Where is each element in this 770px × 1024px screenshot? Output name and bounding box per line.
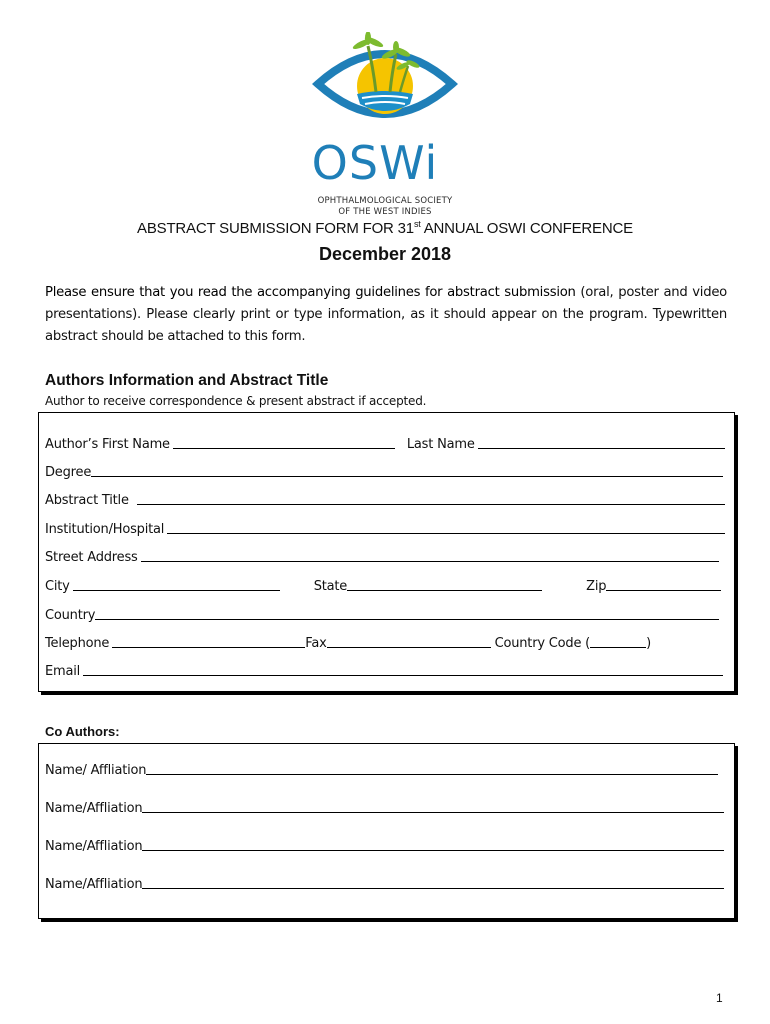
email-row bbox=[45, 661, 723, 679]
conference-date: December 2018 bbox=[318, 244, 452, 264]
institution-row bbox=[45, 519, 725, 537]
coauthor-field[interactable] bbox=[142, 812, 724, 813]
coauthor-row bbox=[45, 836, 724, 854]
logo-subtitle-line2: OF THE WEST INDIES bbox=[338, 207, 432, 217]
telephone-label: Telephone bbox=[45, 636, 110, 651]
authors-section-subheading: Author to receive correspondence & present abstract if accepted. bbox=[45, 394, 427, 408]
institution-field[interactable] bbox=[167, 533, 725, 534]
state-field[interactable] bbox=[347, 590, 542, 591]
country-code-label: Country Code ( bbox=[494, 636, 591, 651]
instructions-paragraph bbox=[45, 282, 727, 348]
abstract-title-field[interactable] bbox=[137, 504, 725, 505]
coauthor-row bbox=[45, 798, 724, 816]
phone-fax-row bbox=[45, 633, 665, 651]
zip-label: Zip bbox=[586, 579, 607, 594]
logo-wordmark: OSWi bbox=[311, 136, 439, 190]
country-code-field[interactable] bbox=[590, 647, 646, 648]
city-state-zip-row bbox=[45, 576, 721, 594]
instructions-lead: Please ensure that you read the accompanying guidelines for abstract submission bbox=[45, 285, 576, 300]
form-title bbox=[0, 219, 770, 237]
coauthor-label: Name/Affliation bbox=[45, 839, 143, 854]
coauthors-heading: Co Authors: bbox=[45, 724, 120, 739]
authors-section-heading: Authors Information and Abstract Title bbox=[45, 372, 329, 389]
country-field[interactable] bbox=[95, 619, 719, 620]
email-field[interactable] bbox=[83, 675, 723, 676]
title-text-2: ANNUAL OSWI CONFERENCE bbox=[420, 220, 633, 237]
zip-field[interactable] bbox=[606, 590, 721, 591]
city-field[interactable] bbox=[73, 590, 280, 591]
logo-subtitle-line1: OPHTHALMOLOGICAL SOCIETY bbox=[317, 196, 453, 206]
instructions-rest: (oral, poster and video presentations). Please clearly print or type information, as it should appear on the program. Typewritten abstract should be attached to this form. bbox=[45, 285, 728, 344]
first-name-label: Author’s First Name bbox=[45, 437, 170, 452]
oswi-logo bbox=[300, 32, 470, 217]
street-address-field[interactable] bbox=[141, 561, 719, 562]
abstract-title-row bbox=[45, 490, 725, 508]
eye-palm-icon bbox=[310, 32, 460, 132]
last-name-field[interactable] bbox=[478, 448, 725, 449]
name-row bbox=[45, 434, 725, 452]
fax-field[interactable] bbox=[327, 647, 491, 648]
fax-label: Fax bbox=[305, 636, 327, 651]
institution-label: Institution/Hospital bbox=[45, 522, 165, 537]
country-label: Country bbox=[45, 608, 96, 623]
email-label: Email bbox=[45, 664, 81, 679]
city-label: City bbox=[45, 579, 70, 594]
state-label: State bbox=[313, 579, 348, 594]
coauthor-field[interactable] bbox=[146, 774, 718, 775]
coauthor-label: Name/Affliation bbox=[45, 877, 143, 892]
street-row bbox=[45, 547, 719, 565]
title-text-1: ABSTRACT SUBMISSION FORM FOR 31 bbox=[137, 220, 414, 237]
street-address-label: Street Address bbox=[45, 550, 138, 565]
coauthor-field[interactable] bbox=[142, 850, 724, 851]
telephone-field[interactable] bbox=[112, 647, 305, 648]
coauthor-label: Name/ Affliation bbox=[45, 763, 147, 778]
first-name-field[interactable] bbox=[173, 448, 395, 449]
degree-row bbox=[45, 462, 723, 480]
degree-field[interactable] bbox=[91, 476, 723, 477]
country-code-close: ) bbox=[646, 636, 651, 651]
last-name-label: Last Name bbox=[406, 437, 475, 452]
degree-label: Degree bbox=[45, 465, 92, 480]
coauthor-row bbox=[45, 760, 718, 778]
country-row bbox=[45, 605, 719, 623]
coauthor-field[interactable] bbox=[142, 888, 724, 889]
coauthor-label: Name/Affliation bbox=[45, 801, 143, 816]
coauthor-row bbox=[45, 874, 724, 892]
title-superscript: st bbox=[413, 219, 421, 229]
page-number: 1 bbox=[716, 991, 723, 1005]
abstract-title-label: Abstract Title bbox=[45, 493, 129, 508]
